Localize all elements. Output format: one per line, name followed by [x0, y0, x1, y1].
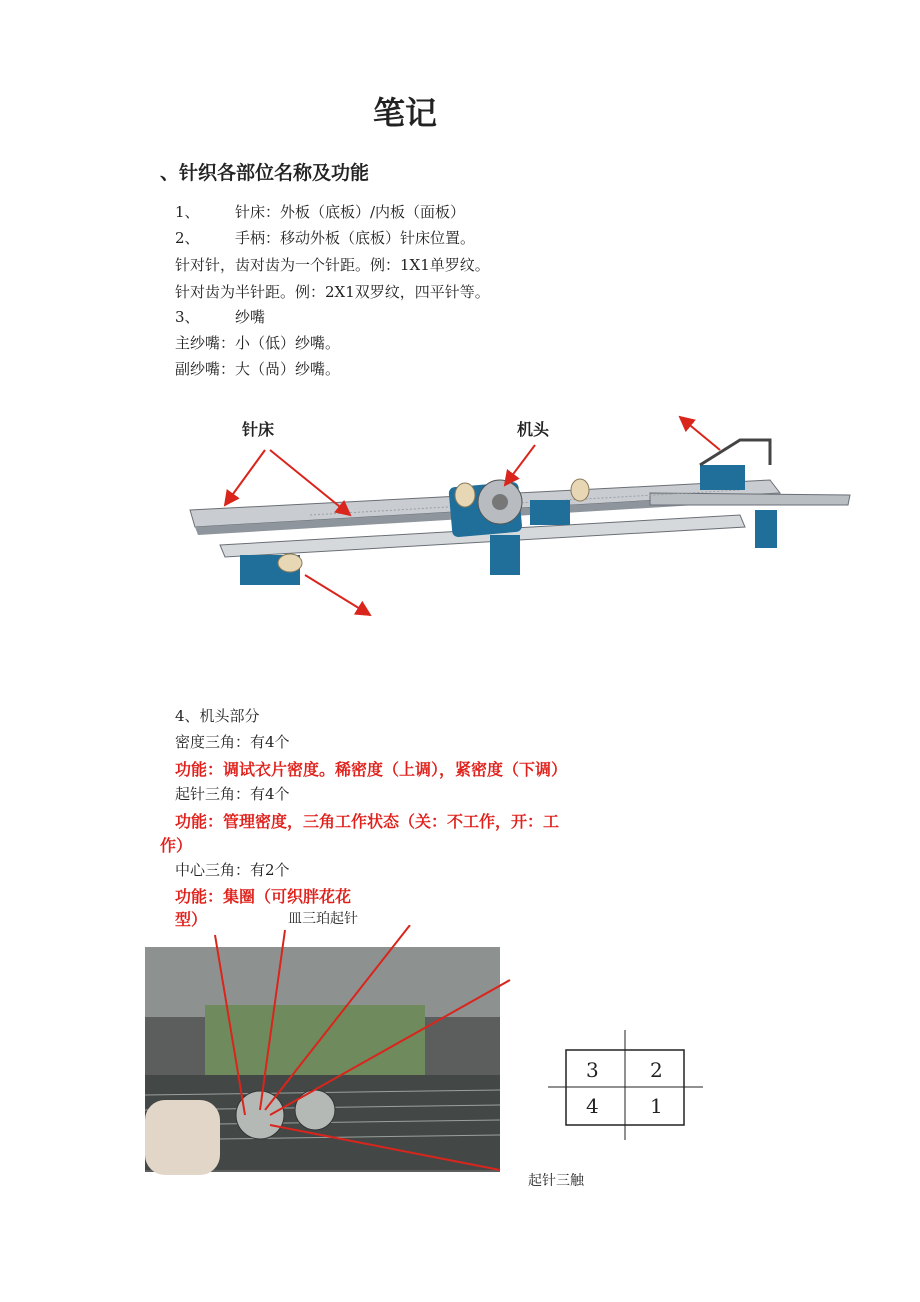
grid-lines [548, 1030, 708, 1140]
list-text: 针床：外板（底板）/内板（面板） [235, 203, 466, 221]
section-heading: 、针织各部位名称及功能 [160, 162, 370, 184]
list-text: 纱嘴 [235, 308, 266, 326]
note-line: 起针三角：有4个 [175, 785, 290, 803]
note-line: 密度三角：有4个 [175, 733, 290, 751]
function-note: 功能：调试衣片密度。稀密度（上调），紧密度（下调） [175, 760, 568, 779]
note-line: 副纱嘴：大（咼）纱嘴。 [175, 360, 341, 378]
label-carriage: 机头 [517, 420, 550, 439]
note-line [175, 306, 265, 327]
page-title: 笔记 [372, 94, 437, 132]
grid-cell: 1 [650, 1094, 663, 1118]
list-number: 1、 [175, 203, 200, 221]
grid-cell: 4 [586, 1094, 599, 1118]
note-line: 主纱嘴：小（低）纱嘴。 [175, 334, 341, 352]
note-line: 中心三角：有2个 [175, 861, 290, 879]
note-line: 4、机头部分 [175, 707, 260, 725]
photo-label-bottom: 起针三触 [528, 1173, 584, 1189]
function-note-cont: 作） [160, 836, 193, 855]
carriage-photo-illustration [145, 925, 515, 1175]
grid-cell: 3 [586, 1058, 599, 1082]
carriage-photo [145, 925, 515, 1175]
function-note: 功能：集圈（可织胖花花 [175, 887, 352, 906]
note-line: 针对齿为半针距。例：2X1双罗纹，四平针等。 [175, 283, 490, 301]
list-number: 2、 [175, 229, 200, 247]
note-line [175, 227, 475, 248]
note-line [175, 201, 465, 222]
cam-position-grid [548, 1030, 708, 1140]
function-note-cont: 型） [175, 910, 208, 929]
knitting-machine-figure [180, 405, 855, 620]
note-line: 针对针，齿对齿为一个针距。例：1X1单罗纹。 [175, 256, 490, 274]
grid-cell: 2 [650, 1058, 663, 1082]
list-number: 3、 [175, 308, 200, 326]
label-needle-bed: 针床 [242, 420, 275, 439]
list-text: 手柄：移动外板（底板）针床位置。 [235, 229, 476, 247]
function-note: 功能：管理密度，三角工作状态（关：不工作，开：工 [175, 812, 560, 831]
photo-label-top: 皿三珀起针 [288, 911, 358, 927]
